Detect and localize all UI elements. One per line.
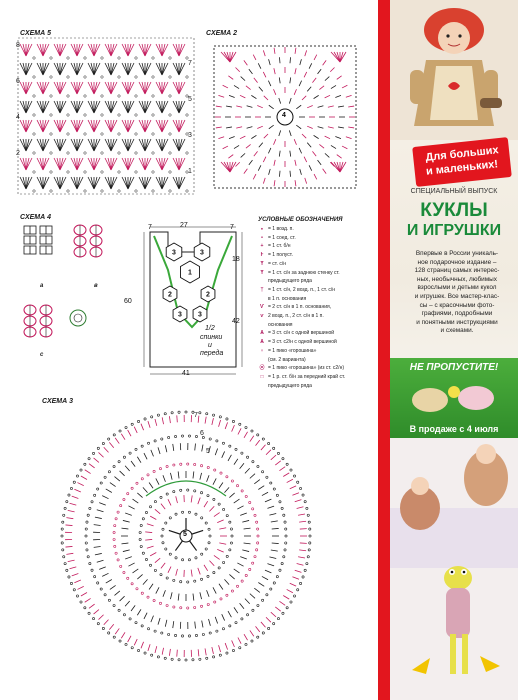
legend-symbol: Ŧ <box>260 260 264 267</box>
dim-right-bottom: 42 <box>232 318 240 325</box>
scheme4-label-c: с <box>40 352 44 358</box>
pattern-label-3: переда <box>200 350 224 357</box>
motif-number: 3 <box>200 249 204 257</box>
legend-item <box>256 322 292 328</box>
legend-text: = 1 пико «горошина» <box>268 347 317 354</box>
legend-item <box>256 313 324 319</box>
legend-text: = 1 пико «горошина» (из ст. с2/н) <box>268 365 344 372</box>
toys-photo <box>390 438 518 700</box>
scheme4-label-a: a <box>40 283 44 289</box>
dim-top-right: 7 <box>230 224 234 231</box>
ad-body-text <box>398 250 516 336</box>
scheme2-title: СХЕМА 2 <box>206 30 238 37</box>
legend-symbol: Ⱶ <box>260 252 264 259</box>
legend-text: (см. 2 варианта) <box>268 356 306 363</box>
scheme4-label-v: в <box>94 283 98 289</box>
legend-text: = ст. с/н <box>268 260 286 267</box>
legend-item <box>256 339 337 345</box>
dim-left: 60 <box>124 298 132 305</box>
scheme2-center-number: 4 <box>282 112 286 119</box>
dim-bottom: 41 <box>182 370 190 377</box>
legend-symbol: ♆ <box>260 347 264 354</box>
motif-number: 1 <box>188 269 192 277</box>
legend-item <box>256 383 312 389</box>
legend-item <box>256 348 316 354</box>
ad-body-line: и понятными инструкциями <box>416 318 498 326</box>
scheme5-row-number: 2 <box>16 150 20 157</box>
scheme3-title: СХЕМА 3 <box>42 398 74 405</box>
pattern-label-fraction: 1/2 <box>205 325 215 332</box>
scheme5-row-number: 6 <box>16 78 20 85</box>
advertisement-panel <box>378 0 518 700</box>
legend-text: = 1 полуст. <box>268 252 293 259</box>
ad-body-line: сы – с красочными фото- <box>419 301 495 309</box>
legend-item <box>256 235 296 241</box>
ad-special: СПЕЦИАЛЬНЫЙ ВЫПУСК <box>410 188 498 195</box>
dim-right-top: 18 <box>232 256 240 263</box>
legend-text: основания <box>268 321 293 328</box>
ad-body-line: ное подарочное издание – <box>417 258 497 266</box>
ad-banner-art <box>390 378 518 418</box>
legend-text: = 1 ст. б/н <box>268 243 291 250</box>
dim-top-mid: 27 <box>180 222 188 229</box>
ad-body-line: графиями, подробными <box>421 310 493 318</box>
ad-body-line: ных, необычных, любимых <box>417 275 497 283</box>
legend-symbol: + <box>260 243 264 250</box>
scheme4-diagram <box>18 222 128 372</box>
legend-text: = 1 соед. ст. <box>268 234 296 241</box>
pattern-label-1: спинки <box>200 334 223 341</box>
legend-symbol: ⦿ <box>259 365 265 372</box>
legend-item <box>256 252 293 258</box>
ad-body-line: и схемами. <box>440 327 474 335</box>
legend-text: = 3 ст. с2/н с одной вершиной <box>268 339 337 346</box>
scheme5-row-number: 8 <box>16 42 20 49</box>
doll-illustration <box>390 0 518 140</box>
scheme5-row-number: 1 <box>188 168 192 175</box>
legend-title: УСЛОВНЫЕ ОБОЗНАЧЕНИЯ <box>258 217 343 223</box>
legend-item <box>256 374 345 380</box>
dim-top-left: 7 <box>148 224 152 231</box>
legend-symbol: ѵ <box>260 313 264 319</box>
legend-symbol: ᛉ <box>260 286 264 293</box>
legend-symbol: Ѧ <box>260 339 264 346</box>
legend-item <box>256 226 294 232</box>
ad-sale-date: В продаже с 4 июля <box>409 424 499 434</box>
scheme5-diagram <box>16 36 196 196</box>
garment-pattern <box>140 222 255 382</box>
legend-text: = 1 ст. с/н, 2 возд. п., 1 ст. с/н <box>268 286 336 293</box>
legend-symbol: Ѧ <box>260 330 264 337</box>
legend-symbol: • <box>261 234 263 241</box>
legend-item <box>256 365 344 371</box>
legend-item <box>256 330 334 336</box>
ad-title-2: И ИГРУШКИ <box>406 222 502 239</box>
legend-item <box>256 296 306 302</box>
legend-text: в 1 п. основания <box>268 295 307 302</box>
legend-text: = 2 ст. с/н в 1 п. основания, <box>268 304 332 311</box>
ad-body-line: Впервые в России уникаль- <box>415 250 499 257</box>
ad-body-line: и игрушек. Все мастер-клас- <box>414 292 500 300</box>
scheme5-row-number: 7 <box>188 60 192 67</box>
legend-item <box>256 278 312 284</box>
motif-number: 3 <box>198 311 202 319</box>
legend-symbol: Ѵ <box>259 304 265 311</box>
ad-body-line: взрослыми и детьми кукол <box>417 284 497 292</box>
scheme5-row-number: 4 <box>16 114 20 121</box>
legend-symbol: Ŧ <box>260 269 264 276</box>
motif-number: 2 <box>168 291 172 299</box>
motif-number: 3 <box>178 311 182 319</box>
scheme3-row-5: 5 <box>206 448 210 455</box>
ad-badge-line1: Для больших <box>424 144 500 164</box>
legend-text: предыдущего ряда <box>268 382 312 389</box>
legend-text: 2 возд. п., 2 ст. с/н в 1 п. <box>268 313 324 319</box>
ad-badge-line2: и маленьких! <box>425 158 499 178</box>
pattern-label-2: и <box>208 342 212 349</box>
scheme3-center-number: 5 <box>183 531 187 538</box>
scheme5-row-number: 3 <box>188 132 192 139</box>
legend-item <box>256 287 335 293</box>
legend-text: = 3 ст. с/н с одной вершиной <box>268 330 335 337</box>
ad-red-stripe <box>378 0 390 700</box>
legend-item <box>256 270 340 276</box>
ad-content <box>390 0 518 700</box>
legend-text: = 1 возд. п. <box>268 226 294 232</box>
motif-number: 2 <box>206 291 210 299</box>
legend-symbol: ∘ <box>260 226 264 232</box>
legend-symbol: □ <box>260 373 264 380</box>
legend-item <box>256 261 286 267</box>
legend-item <box>256 357 306 363</box>
motif-number: 3 <box>172 249 176 257</box>
ad-title-1: КУКЛЫ <box>420 200 488 221</box>
scheme5-title: СХЕМА 5 <box>20 30 52 37</box>
legend-text: предыдущего ряда <box>268 278 312 285</box>
scheme3-row-7: 7 <box>194 412 198 419</box>
scheme4-title: СХЕМА 4 <box>20 214 52 221</box>
legend-text: = 1 р. ст. б/н за передний край ст. <box>268 373 346 380</box>
scheme3-row-6: 6 <box>200 430 204 437</box>
scheme5-row-number: 5 <box>188 96 192 103</box>
ad-body-line: 128 страниц самых интерес- <box>414 267 500 275</box>
ad-banner-title: НЕ ПРОПУСТИТЕ! <box>409 362 499 373</box>
legend-item <box>256 243 291 249</box>
legend-item <box>256 304 331 310</box>
legend-text: = 1 ст. с/н за заднюю стенку ст. <box>268 269 340 276</box>
